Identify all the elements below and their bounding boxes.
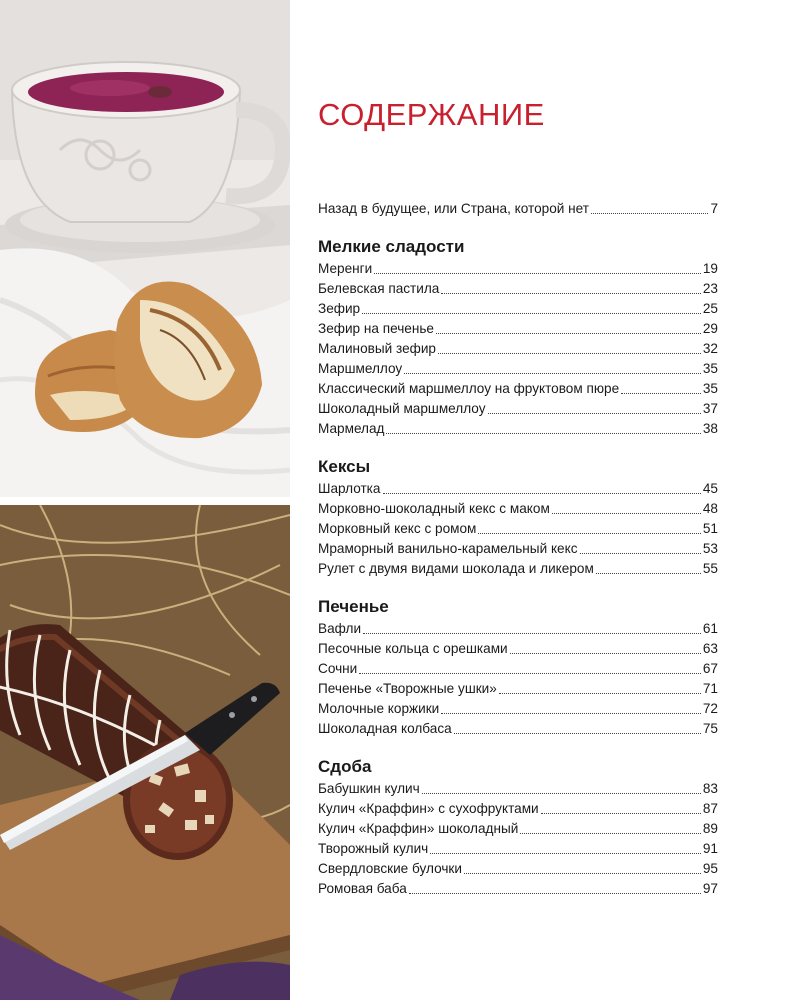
toc-entry-title: Молочные коржики bbox=[318, 701, 440, 716]
dot-leader bbox=[552, 512, 701, 514]
dot-leader bbox=[541, 812, 701, 814]
toc-entry[interactable] bbox=[318, 499, 718, 519]
toc-entry-page: 95 bbox=[702, 861, 718, 876]
dot-leader bbox=[591, 212, 708, 214]
toc-entry-page: 91 bbox=[702, 841, 718, 856]
dot-leader bbox=[621, 392, 701, 394]
toc-entry[interactable] bbox=[318, 379, 718, 399]
toc-entry-page: 61 bbox=[702, 621, 718, 636]
toc-entry-title: Вафли bbox=[318, 621, 362, 636]
toc-entry-page: 89 bbox=[702, 821, 718, 836]
dot-leader bbox=[510, 652, 701, 654]
dot-leader bbox=[404, 372, 701, 374]
toc-entry-page: 53 bbox=[702, 541, 718, 556]
toc-entry-title: Морковный кекс с ромом bbox=[318, 521, 477, 536]
toc-entry[interactable] bbox=[318, 779, 718, 799]
toc-entry-intro[interactable] bbox=[318, 199, 718, 219]
dot-leader bbox=[596, 572, 701, 574]
toc-entry-page: 87 bbox=[702, 801, 718, 816]
toc-entry-title: Сочни bbox=[318, 661, 358, 676]
toc-entry-page: 67 bbox=[702, 661, 718, 676]
toc-entry-page: 75 bbox=[702, 721, 718, 736]
toc-entry-title: Песочные кольца с орешками bbox=[318, 641, 508, 656]
toc-entry-page: 37 bbox=[702, 401, 718, 416]
dot-leader bbox=[436, 332, 701, 334]
dot-leader bbox=[488, 412, 701, 414]
toc-entry[interactable] bbox=[318, 299, 718, 319]
dot-leader bbox=[478, 532, 700, 534]
toc-entry[interactable] bbox=[318, 819, 718, 839]
toc-entry-page: 97 bbox=[702, 881, 718, 896]
toc-entry[interactable] bbox=[318, 399, 718, 419]
toc-entry-title: Кулич «Краффин» шоколадный bbox=[318, 821, 519, 836]
toc-entry[interactable] bbox=[318, 559, 718, 579]
toc-entry-page: 51 bbox=[702, 521, 718, 536]
toc-entry-page: 19 bbox=[702, 261, 718, 276]
toc-entry-title: Творожный кулич bbox=[318, 841, 429, 856]
dot-leader bbox=[409, 892, 701, 894]
page-title: СОДЕРЖАНИЕ bbox=[318, 97, 545, 132]
dot-leader bbox=[386, 432, 700, 434]
toc-entry-title: Шоколадная колбаса bbox=[318, 721, 452, 736]
toc-entry[interactable] bbox=[318, 859, 718, 879]
toc-entry[interactable] bbox=[318, 799, 718, 819]
toc-entry[interactable] bbox=[318, 679, 718, 699]
toc-entry-page: 35 bbox=[702, 361, 718, 376]
toc-entry-title: Бабушкин кулич bbox=[318, 781, 420, 796]
section-heading: Кексы bbox=[318, 457, 371, 476]
toc-entry[interactable] bbox=[318, 419, 718, 439]
toc-entry-page: 23 bbox=[702, 281, 718, 296]
toc-entry-page: 45 bbox=[702, 481, 718, 496]
toc-entry-title: Меренги bbox=[318, 261, 373, 276]
dot-leader bbox=[520, 832, 701, 834]
toc-entry[interactable] bbox=[318, 699, 718, 719]
toc-entry[interactable] bbox=[318, 719, 718, 739]
toc-entry-title: Назад в будущее, или Страна, которой нет bbox=[318, 201, 589, 216]
toc-entry-page: 29 bbox=[702, 321, 718, 336]
toc-entry-page: 7 bbox=[710, 201, 718, 216]
toc-entry-title: Маршмеллоу bbox=[318, 361, 403, 376]
toc-entry[interactable] bbox=[318, 839, 718, 859]
dot-leader bbox=[580, 552, 701, 554]
toc-entry-title: Зефир на печенье bbox=[318, 321, 434, 336]
dot-leader bbox=[374, 272, 701, 274]
dot-leader bbox=[499, 692, 701, 694]
dot-leader bbox=[363, 632, 701, 634]
toc-entry-page: 71 bbox=[702, 681, 718, 696]
toc-entry[interactable] bbox=[318, 359, 718, 379]
toc-entry-page: 83 bbox=[702, 781, 718, 796]
toc-entry-page: 63 bbox=[702, 641, 718, 656]
toc-entry-page: 72 bbox=[702, 701, 718, 716]
photo-chocolate-salami bbox=[0, 505, 290, 1000]
toc-entry-page: 38 bbox=[702, 421, 718, 436]
toc-entry-title: Морковно-шоколадный кекс с маком bbox=[318, 501, 550, 516]
dot-leader bbox=[422, 792, 701, 794]
toc-entry-title: Классический маршмеллоу на фруктовом пюре bbox=[318, 381, 620, 396]
dot-leader bbox=[430, 852, 701, 854]
photo-divider bbox=[0, 497, 290, 505]
section-heading: Мелкие сладости bbox=[318, 237, 465, 256]
toc-entry[interactable] bbox=[318, 879, 718, 899]
toc-entry-title: Шарлотка bbox=[318, 481, 381, 496]
chocolate-salami-illustration bbox=[0, 505, 290, 1000]
toc-entry-page: 55 bbox=[702, 561, 718, 576]
dot-leader bbox=[441, 712, 701, 714]
dot-leader bbox=[438, 352, 701, 354]
toc-entry[interactable] bbox=[318, 539, 718, 559]
toc-entry[interactable] bbox=[318, 339, 718, 359]
toc-entry[interactable] bbox=[318, 519, 718, 539]
toc-entry[interactable] bbox=[318, 479, 718, 499]
dot-leader bbox=[362, 312, 701, 314]
toc-entry-page: 48 bbox=[702, 501, 718, 516]
toc-entry[interactable] bbox=[318, 659, 718, 679]
toc-entry[interactable] bbox=[318, 259, 718, 279]
toc-entry[interactable] bbox=[318, 319, 718, 339]
toc-entry-page: 32 bbox=[702, 341, 718, 356]
section-heading: Сдоба bbox=[318, 757, 372, 776]
dot-leader bbox=[464, 872, 701, 874]
toc-entry-title: Свердловские булочки bbox=[318, 861, 462, 876]
section-heading: Печенье bbox=[318, 597, 389, 616]
toc-entry-title: Малиновый зефир bbox=[318, 341, 436, 356]
dot-leader bbox=[454, 732, 701, 734]
toc-entry-title: Мраморный ванильно-карамельный кекс bbox=[318, 541, 578, 556]
toc-entry-title: Печенье «Творожные ушки» bbox=[318, 681, 497, 696]
toc-entry[interactable] bbox=[318, 619, 718, 639]
toc-entry-page: 35 bbox=[702, 381, 718, 396]
tea-pastry-illustration bbox=[0, 0, 290, 497]
toc-entry-title: Ромовая баба bbox=[318, 881, 407, 896]
dot-leader bbox=[441, 292, 701, 294]
photo-tea-and-pastries bbox=[0, 0, 290, 497]
dot-leader bbox=[359, 672, 701, 674]
toc-entry-title: Мармелад bbox=[318, 421, 385, 436]
toc-entry-title: Шоколадный маршмеллоу bbox=[318, 401, 486, 416]
toc-entry[interactable] bbox=[318, 639, 718, 659]
toc-entry-title: Белевская пастила bbox=[318, 281, 440, 296]
dot-leader bbox=[383, 492, 701, 494]
toc-entry-title: Кулич «Краффин» с сухофруктами bbox=[318, 801, 539, 816]
toc-entry-title: Зефир bbox=[318, 301, 361, 316]
toc-entry-page: 25 bbox=[702, 301, 718, 316]
toc-entry[interactable] bbox=[318, 279, 718, 299]
toc-entry-title: Рулет с двумя видами шоколада и ликером bbox=[318, 561, 594, 576]
